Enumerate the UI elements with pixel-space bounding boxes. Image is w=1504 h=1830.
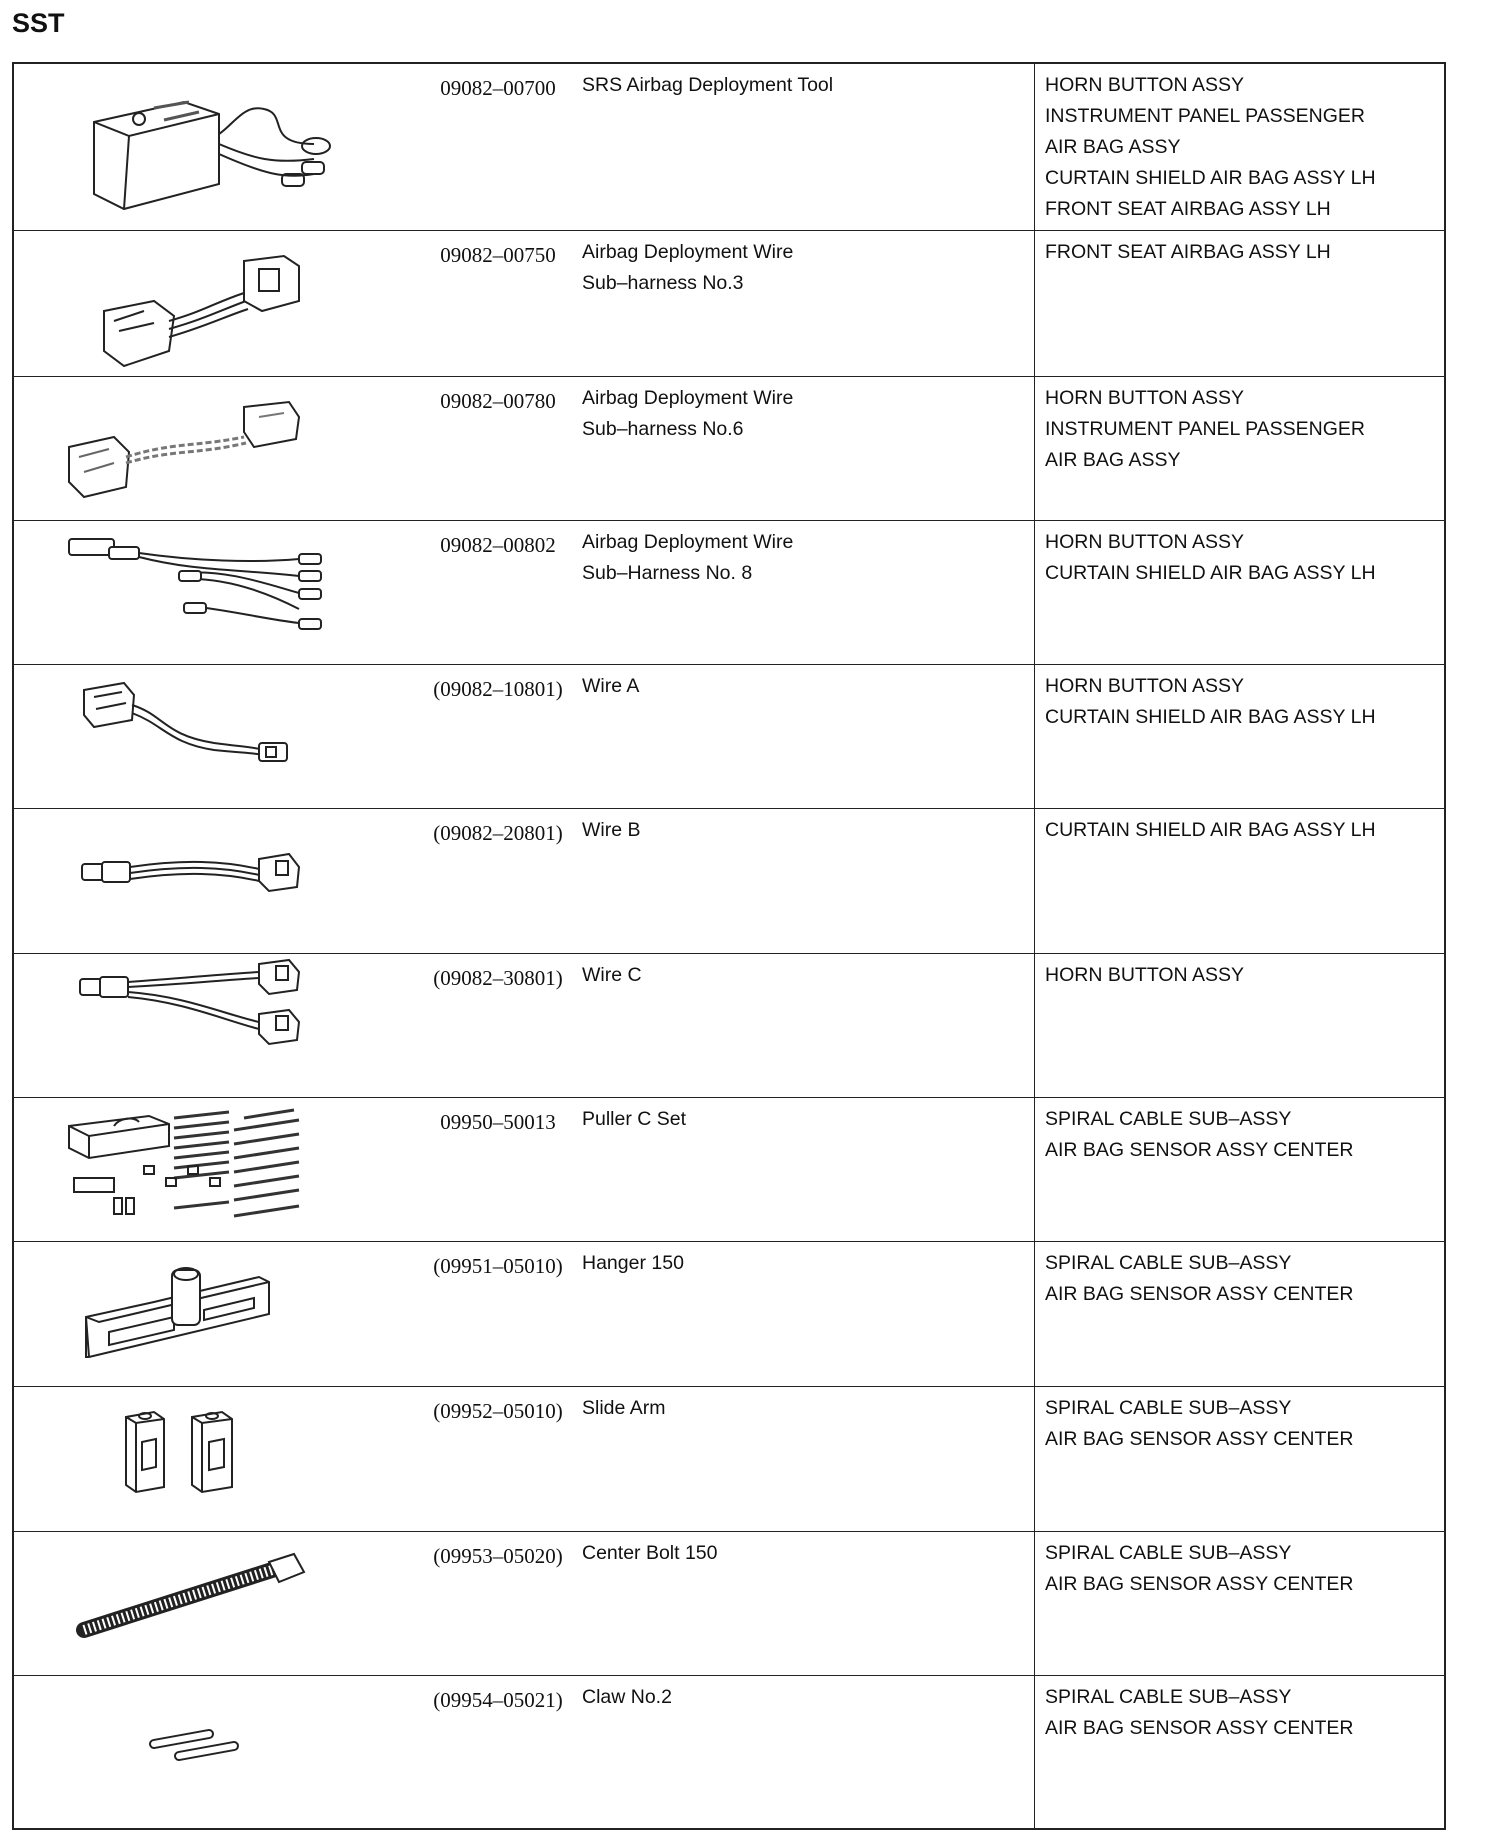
application-list [1035, 1532, 1446, 1676]
tool-name-line: Slide Arm [582, 1397, 666, 1419]
tool-name [582, 1098, 1035, 1242]
application-item: AIR BAG SENSOR ASSY CENTER [1045, 1428, 1354, 1450]
part-number: 09082–00802 [414, 521, 582, 665]
sst-table [12, 62, 1446, 1830]
tool-name [582, 1676, 1035, 1830]
tool-name [582, 1242, 1035, 1387]
part-number: 09950–50013 [414, 1098, 582, 1242]
application-item: SPIRAL CABLE SUB–ASSY [1045, 1542, 1292, 1564]
part-number: 09082–00700 [440, 76, 556, 100]
application-item: SPIRAL CABLE SUB–ASSY [1045, 1252, 1292, 1274]
application-item: AIR BAG SENSOR ASSY CENTER [1045, 1283, 1354, 1305]
tool-name [582, 521, 1035, 665]
tool-name [582, 809, 1035, 954]
tool-name-line: SRS Airbag Deployment Tool [582, 74, 834, 96]
application-item: CURTAIN SHIELD AIR BAG ASSY LH [1045, 562, 1376, 584]
part-number: (09082–10801) [414, 665, 582, 809]
application-list [1035, 377, 1446, 521]
application-list [1035, 665, 1446, 809]
tool-name [582, 377, 1035, 521]
tool-name [582, 1387, 1035, 1532]
part-number: (09954–05021) [414, 1676, 582, 1830]
tool-name-line: Hanger 150 [582, 1252, 684, 1274]
application-list [1035, 63, 1446, 231]
tool-name-line: Sub–Harness No. 8 [582, 562, 753, 584]
tool-row [13, 1387, 1445, 1532]
tool-name [582, 954, 1035, 1098]
tool-illustration [13, 1387, 414, 1532]
application-list [1035, 1387, 1446, 1532]
part-number: (09951–05010) [414, 1242, 582, 1387]
part-number: (09082–30801) [414, 954, 582, 1098]
application-list [1035, 809, 1446, 954]
tool-illustration [13, 1532, 414, 1676]
application-item: HORN BUTTON ASSY [1045, 675, 1245, 697]
tool-name [582, 63, 1035, 231]
tool-name-line: Sub–harness No.3 [582, 272, 744, 294]
application-item: HORN BUTTON ASSY [1045, 74, 1245, 96]
tool-name [582, 231, 1035, 377]
tool-row [13, 377, 1445, 521]
application-item: INSTRUMENT PANEL PASSENGER [1045, 105, 1366, 127]
tool-row [13, 954, 1445, 1098]
application-list [1035, 1098, 1446, 1242]
tool-name [582, 665, 1035, 809]
tool-name-line: Claw No.2 [582, 1686, 672, 1708]
tool-illustration [13, 1676, 414, 1830]
part-number: (09082–20801) [414, 809, 582, 954]
application-item: AIR BAG SENSOR ASSY CENTER [1045, 1139, 1354, 1161]
tool-name-line: Airbag Deployment Wire [582, 531, 794, 553]
tool-row [13, 1532, 1445, 1676]
tool-name-line: Wire C [582, 964, 642, 986]
tool-row [13, 1098, 1445, 1242]
application-item: CURTAIN SHIELD AIR BAG ASSY LH [1045, 167, 1376, 189]
application-item: AIR BAG SENSOR ASSY CENTER [1045, 1573, 1354, 1595]
tool-illustration [13, 954, 414, 1098]
application-item: FRONT SEAT AIRBAG ASSY LH [1045, 241, 1331, 263]
tool-row [13, 1242, 1445, 1387]
page-title: SST [12, 8, 65, 38]
tool-illustration [13, 231, 414, 377]
part-number: 09082–00780 [414, 377, 582, 521]
tool-name-line: Puller C Set [582, 1108, 687, 1130]
tool-name-line: Airbag Deployment Wire [582, 387, 794, 409]
application-item: CURTAIN SHIELD AIR BAG ASSY LH [1045, 819, 1376, 841]
tool-row [13, 1676, 1445, 1830]
part-number: (09952–05010) [414, 1387, 582, 1532]
part-number: (09953–05020) [414, 1532, 582, 1676]
application-list [1035, 954, 1446, 1098]
tool-row [13, 63, 1445, 231]
application-item: AIR BAG ASSY [1045, 136, 1181, 158]
application-list [1035, 521, 1446, 665]
tool-name-line: Wire A [582, 675, 640, 697]
application-item: AIR BAG SENSOR ASSY CENTER [1045, 1717, 1354, 1739]
tool-illustration [13, 665, 414, 809]
application-item: AIR BAG ASSY [1045, 449, 1181, 471]
tool-name [582, 1532, 1035, 1676]
tool-illustration [13, 1242, 414, 1387]
tool-illustration [13, 63, 414, 231]
tool-row [13, 809, 1445, 954]
tool-name-line: Wire B [582, 819, 641, 841]
tool-row [13, 521, 1445, 665]
part-number: 09082–00750 [414, 231, 582, 377]
tool-illustration [13, 809, 414, 954]
tool-name-line: Center Bolt 150 [582, 1542, 718, 1564]
tool-row [13, 665, 1445, 809]
application-list [1035, 1676, 1446, 1830]
tool-illustration [13, 521, 414, 665]
tool-row [13, 231, 1445, 377]
tool-illustration [13, 1098, 414, 1242]
application-item: SPIRAL CABLE SUB–ASSY [1045, 1397, 1292, 1419]
application-list [1035, 231, 1446, 377]
application-item: SPIRAL CABLE SUB–ASSY [1045, 1108, 1292, 1130]
application-item: FRONT SEAT AIRBAG ASSY LH [1045, 198, 1331, 220]
application-list [1035, 1242, 1446, 1387]
tool-name-line: Airbag Deployment Wire [582, 241, 794, 263]
application-item: CURTAIN SHIELD AIR BAG ASSY LH [1045, 706, 1376, 728]
tool-illustration [13, 377, 414, 521]
application-item: HORN BUTTON ASSY [1045, 387, 1245, 409]
tool-name-line: Sub–harness No.6 [582, 418, 744, 440]
application-item: SPIRAL CABLE SUB–ASSY [1045, 1686, 1292, 1708]
application-item: HORN BUTTON ASSY [1045, 531, 1245, 553]
application-item: INSTRUMENT PANEL PASSENGER [1045, 418, 1366, 440]
application-item: HORN BUTTON ASSY [1045, 964, 1245, 986]
